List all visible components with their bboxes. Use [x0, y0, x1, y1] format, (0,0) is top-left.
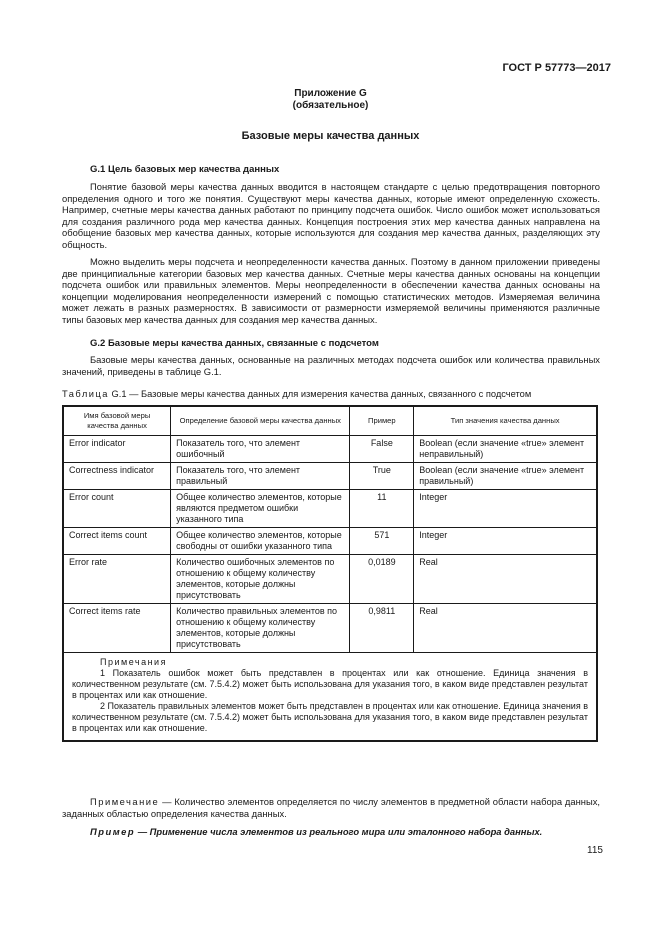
cell-definition: Количество ошибочных элементов по отношению к общему количеству элементов, которые должны присутствовать [171, 555, 350, 604]
header-definition: Определение базовой меры качества данных [171, 406, 350, 436]
cell-value-type: Boolean (если значение «true» элемент правильный) [414, 463, 597, 490]
table-note-2: 2 Показатель правильных элементов может быть представлен в процентах или как отношение. Единица значения в количественном результате (см. 7.5.4.2) может быть использована для указания того, в каком виде представлен результат в процентах или как отношение. [72, 701, 588, 733]
appendix-name: Базовые меры качества данных [241, 130, 420, 142]
cell-name: Error rate [63, 555, 171, 604]
table-caption-label: Таблица [62, 389, 109, 399]
table-caption [62, 389, 602, 399]
header-value-type: Тип значения качества данных [414, 406, 597, 436]
quality-measures-table [62, 405, 598, 742]
cell-example: 0,9811 [350, 604, 414, 653]
cell-value-type: Integer [414, 490, 597, 528]
table-row [63, 528, 597, 555]
cell-value-type: Integer [414, 528, 597, 555]
appendix-title: Приложение G [294, 88, 367, 99]
cell-name: Correct items count [63, 528, 171, 555]
cell-example: 11 [350, 490, 414, 528]
cell-definition: Показатель того, что элемент правильный [171, 463, 350, 490]
cell-name: Error count [63, 490, 171, 528]
table-row [63, 604, 597, 653]
cell-definition: Количество правильных элементов по отношению к общему количеству элементов, которые должны присутствовать [171, 604, 350, 653]
header-name: Имя базовой меры качества данных [63, 406, 171, 436]
document-code: ГОСТ Р 57773—2017 [502, 62, 611, 74]
table-notes-row [63, 653, 597, 742]
post-table-note-text: — Количество элементов определяется по числу элементов в предметной области набора данных, заданных областью определения качества данных. [62, 796, 601, 819]
cell-example: 571 [350, 528, 414, 555]
table-row [63, 436, 597, 463]
cell-value-type: Boolean (если значение «true» элемент неправильный) [414, 436, 597, 463]
table-note-1: 1 Показатель ошибок может быть представлен в процентах или как отношение. Единица значения в количественном результате (см. 7.5.4.2) может быть использована для указания того, в каком виде представлен результат в процентах или как отношение. [72, 668, 588, 700]
table-row [63, 490, 597, 528]
section-g1-paragraph-1: Понятие базовой меры качества данных вводится в настоящем стандарте с целью предотвращения повторного определения одного и того же понятия. Существуют меры качества данных, которые имеют определенную схожесть. Например, счетные меры качества данных работают по принципу подсчета ошибок. Число ошибок может использоваться для создания различного рода мер качества данных. Концепция построения этих мер качества данных направлена на обобщение базовых мер качества данных, которые используются для создания мер качества данных, разделяющих эту общность. [62, 181, 600, 250]
section-g2-heading: G.2 Базовые меры качества данных, связанные с подсчетом [90, 338, 379, 349]
cell-example: False [350, 436, 414, 463]
post-table-note-label: Примечание [90, 796, 160, 807]
table-row [63, 463, 597, 490]
cell-definition: Общее количество элементов, которые являются предметом ошибки указанного типа [171, 490, 350, 528]
section-g1-heading: G.1 Цель базовых мер качества данных [90, 164, 280, 175]
table-notes-heading: Примечания [100, 657, 167, 667]
cell-definition: Общее количество элементов, которые свободны от ошибки указанного типа [171, 528, 350, 555]
table-notes-cell [63, 653, 597, 742]
cell-value-type: Real [414, 604, 597, 653]
cell-name: Correct items rate [63, 604, 171, 653]
header-example: Пример [350, 406, 414, 436]
table-caption-text: G.1 — Базовые меры качества данных для измерения качества данных, связанного с подсчетом [111, 389, 532, 399]
section-g2-paragraph-1: Базовые меры качества данных, основанные на различных методах подсчета ошибок или количества правильных значений, приведены в таблице G.1. [62, 354, 600, 377]
cell-example: True [350, 463, 414, 490]
example-label: Пример [90, 826, 136, 837]
example-text: — Применение числа элементов из реального мира или эталонного набора данных. [137, 826, 543, 837]
appendix-subtitle: (обязательное) [292, 100, 369, 111]
example-line [62, 826, 600, 838]
table-row [63, 555, 597, 604]
page-number: 115 [587, 845, 603, 856]
cell-value-type: Real [414, 555, 597, 604]
section-g1-paragraph-2: Можно выделить меры подсчета и неопределенности качества данных. Поэтому в данном приложении приведены две принципиальные категории базовых мер качества данных. Счетные меры качества данных основаны на концепции подсчета ошибок или правильных элементов. Меры неопределенности в обеспечении качества данных основаны на концепции моделирования неопределенности измерений с помощью статистических методов. Измеряемая величина может лежать в разных размерностях. В зависимости от размерности измеряемой величины применяются различные типы базовых мер качества данных для создания мер качества данных. [62, 256, 600, 325]
cell-definition: Показатель того, что элемент ошибочный [171, 436, 350, 463]
post-table-note [62, 796, 600, 819]
cell-name: Error indicator [63, 436, 171, 463]
cell-example: 0,0189 [350, 555, 414, 604]
cell-name: Correctness indicator [63, 463, 171, 490]
table-header-row [63, 406, 597, 436]
